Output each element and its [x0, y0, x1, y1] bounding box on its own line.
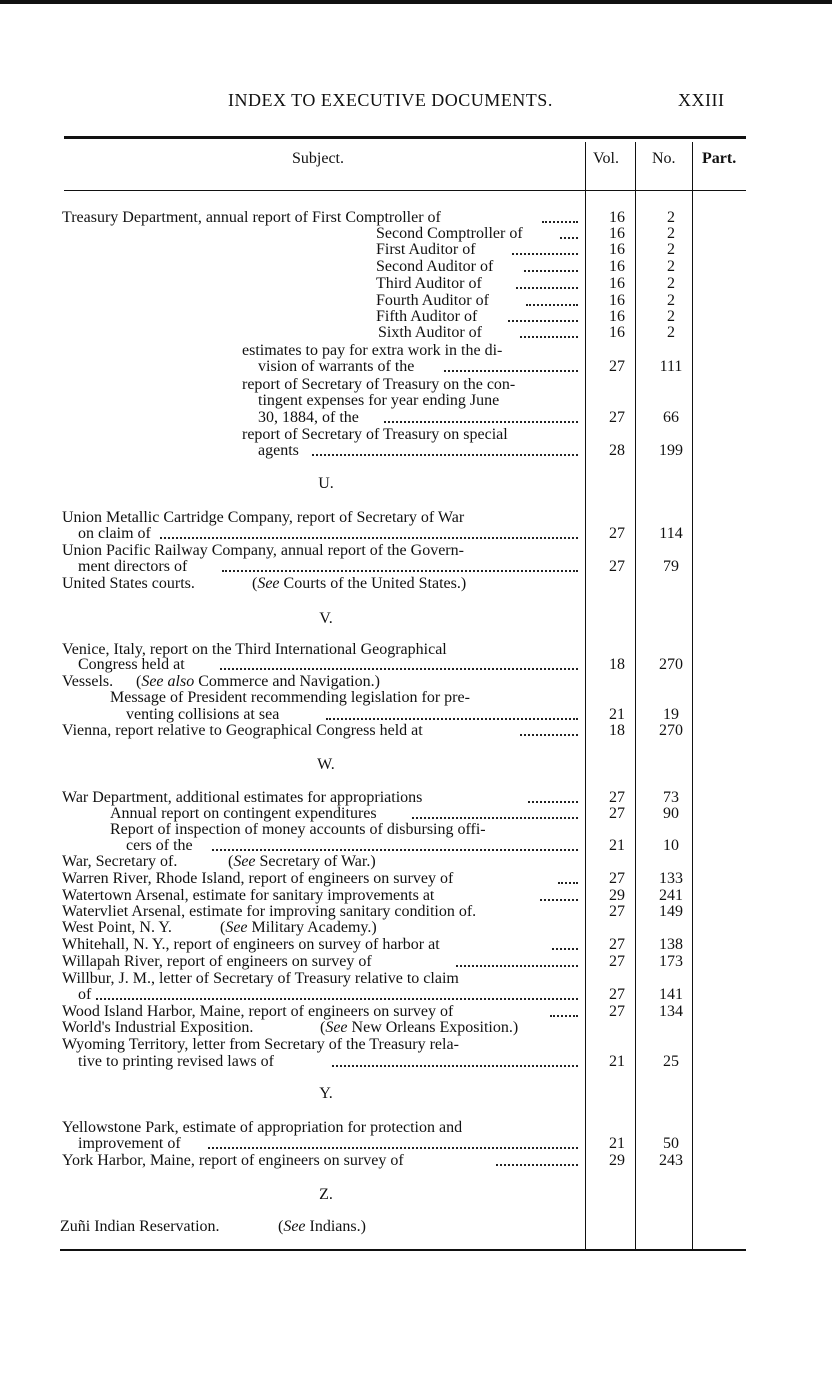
entry-leader [456, 965, 578, 967]
entry-text: World's Industrial Exposition. [62, 1019, 254, 1036]
entry-leader [384, 421, 578, 423]
entry-vol: 16 [609, 225, 625, 242]
entry-text: vision of warrants of the [258, 358, 415, 375]
entry-no: 2 [667, 308, 675, 325]
entry-leader [312, 454, 578, 456]
entry-leader [220, 668, 578, 670]
entry-text: Sixth Auditor of [378, 324, 483, 341]
entry-text: Third Auditor of [376, 275, 482, 292]
entry-see-reference: (See New Orleans Exposition.) [320, 1019, 519, 1036]
entry-text: Vessels. [62, 673, 114, 690]
entry-leader [508, 320, 578, 322]
entry-leader [496, 1164, 578, 1166]
column-header-subject: Subject. [292, 150, 344, 167]
entry-no: 2 [667, 292, 675, 309]
header-rule-bottom [64, 190, 586, 191]
entry-no: 73 [663, 789, 679, 806]
entry-text: Congress held at [78, 656, 185, 673]
entry-no: 149 [659, 903, 683, 920]
entry-no: 19 [663, 706, 679, 723]
entry-text: Whitehall, N. Y., report of engineers on survey of harbor at [62, 936, 440, 953]
entry-text: Second Comptroller of [376, 225, 523, 242]
entry-text: Second Auditor of [376, 258, 494, 275]
entry-vol: 16 [609, 241, 625, 258]
entry-text: Yellowstone Park, estimate of appropriation for protection and [62, 1119, 463, 1136]
entry-vol: 27 [609, 903, 625, 920]
entry-text: improvement of [78, 1135, 181, 1152]
entry-leader [332, 1065, 578, 1067]
entry-text: Report of inspection of money accounts of disbursing offi- [110, 821, 486, 838]
entry-no: 50 [663, 1135, 679, 1152]
section-letter-w: W. [317, 756, 335, 773]
entry-text: tive to printing revised laws of [78, 1053, 274, 1070]
entry-leader [444, 370, 578, 372]
entry-text: tingent expenses for year ending June [258, 392, 500, 409]
entry-text: Message of President recommending legislation for pre- [110, 689, 470, 706]
entry-leader [412, 817, 578, 819]
entry-text: report of Secretary of Treasury on the con- [242, 376, 516, 393]
entry-vol: 21 [609, 706, 625, 723]
running-header-title: INDEX TO EXECUTIVE DOCUMENTS. [228, 90, 553, 110]
entry-vol: 16 [609, 258, 625, 275]
entry-leader [520, 734, 578, 736]
entry-leader [552, 948, 578, 950]
entry-see-reference: (See Indians.) [278, 1218, 366, 1235]
entry-leader [512, 253, 578, 255]
entry-no: 10 [663, 837, 679, 854]
column-header-vol: Vol. [593, 150, 619, 167]
entry-vol: 27 [609, 870, 625, 887]
entry-vol: 27 [609, 1003, 625, 1020]
entry-leader [550, 1015, 578, 1017]
entry-text: Fourth Auditor of [376, 292, 489, 309]
entry-leader [558, 882, 578, 884]
entry-text: venting collisions at sea [126, 706, 280, 723]
entry-leader [96, 998, 578, 1000]
entry-text: Fifth Auditor of [376, 308, 478, 325]
entry-no: 2 [667, 209, 675, 226]
section-letter-u: U. [318, 475, 334, 492]
entry-text: Annual report on contingent expenditures [110, 805, 377, 822]
entry-no: 2 [667, 225, 675, 242]
entry-text: report of Secretary of Treasury on special [242, 426, 508, 443]
entry-no: 79 [663, 558, 679, 575]
entry-see-reference: (See also Commerce and Navigation.) [136, 673, 380, 690]
entry-vol: 21 [609, 1135, 625, 1152]
entry-leader [526, 304, 578, 306]
entry-no: 270 [659, 656, 683, 673]
section-letter-y: Y. [319, 1085, 333, 1102]
entry-no: 270 [659, 722, 683, 739]
entry-no: 2 [667, 241, 675, 258]
page-number: XXIII [678, 90, 725, 110]
entry-text: Venice, Italy, report on the Third International Geographical [62, 641, 447, 658]
entry-leader [208, 1147, 578, 1149]
entry-no: 90 [663, 805, 679, 822]
entry-no: 199 [659, 442, 683, 459]
entry-vol: 28 [609, 442, 625, 459]
section-letter-z: Z. [319, 1186, 333, 1203]
entry-see-reference: (See Secretary of War.) [228, 853, 376, 870]
entry-vol: 16 [609, 324, 625, 341]
entry-see-reference: (See Military Academy.) [220, 919, 377, 936]
entry-leader [520, 336, 578, 338]
footer-rule [60, 1249, 746, 1251]
entry-vol: 27 [609, 358, 625, 375]
entry-vol: 27 [609, 936, 625, 953]
entry-leader [524, 270, 578, 272]
entry-no: 141 [659, 986, 683, 1003]
header-rule-top [64, 136, 746, 139]
entry-text: Willbur, J. M., letter of Secretary of Treasury relative to claim [62, 970, 459, 987]
entry-text: of [78, 986, 92, 1003]
entry-see-reference: (See Courts of the United States.) [252, 575, 467, 592]
entry-text: cers of the [126, 837, 193, 854]
entry-vol: 29 [609, 887, 625, 904]
entry-vol: 21 [609, 1053, 625, 1070]
entry-text: estimates to pay for extra work in the di- [242, 342, 503, 359]
entry-leader [326, 718, 578, 720]
entry-no: 2 [667, 275, 675, 292]
entry-no: 2 [667, 258, 675, 275]
entry-vol: 29 [609, 1152, 625, 1169]
entry-text: Watertown Arsenal, estimate for sanitary improvements at [62, 887, 435, 904]
entry-vol: 27 [609, 558, 625, 575]
entry-no: 111 [659, 358, 683, 375]
entry-no: 114 [659, 525, 683, 542]
entry-leader [222, 570, 578, 572]
entry-vol: 27 [609, 409, 625, 426]
entry-leader [560, 237, 578, 239]
entry-text: United States courts. [62, 575, 195, 592]
entry-text: 30, 1884, of the [258, 409, 359, 426]
entry-text: York Harbor, Maine, report of engineers on survey of [62, 1152, 404, 1169]
entry-text: Union Metallic Cartridge Company, report of Secretary of War [62, 509, 465, 526]
entry-no: 243 [659, 1152, 683, 1169]
entry-vol: 16 [609, 308, 625, 325]
entry-vol: 18 [609, 722, 625, 739]
entry-text: West Point, N. Y. [62, 919, 172, 936]
entry-text: Union Pacific Railway Company, annual report of the Govern- [62, 542, 464, 559]
entry-leader [160, 537, 578, 539]
entry-text: War, Secretary of. [62, 853, 178, 870]
entry-vol: 16 [609, 275, 625, 292]
entry-leader [528, 801, 578, 803]
entry-vol: 27 [609, 525, 625, 542]
entry-no: 2 [667, 324, 675, 341]
entry-vol: 27 [609, 805, 625, 822]
entry-text: War Department, additional estimates for appropriations [62, 789, 423, 806]
section-letter-v: V. [319, 610, 333, 627]
entry-leader [516, 287, 578, 289]
entry-leader [542, 221, 578, 223]
entry-no: 173 [659, 953, 683, 970]
entry-no: 138 [659, 936, 683, 953]
entry-text: on claim of [78, 525, 151, 542]
entry-vol: 16 [609, 292, 625, 309]
entry-no: 133 [659, 870, 683, 887]
entry-no: 241 [659, 887, 683, 904]
entry-text: ment directors of [78, 558, 188, 575]
entry-no: 134 [659, 1003, 683, 1020]
entry-leader [540, 899, 578, 901]
entry-vol: 18 [609, 656, 625, 673]
entry-vol: 27 [609, 953, 625, 970]
entry-text: Warren River, Rhode Island, report of engineers on survey of [62, 870, 454, 887]
page-top-border [0, 0, 832, 4]
entry-vol: 21 [609, 837, 625, 854]
entry-vol: 27 [609, 986, 625, 1003]
entry-text: Willapah River, report of engineers on survey of [62, 953, 372, 970]
entry-text: Treasury Department, annual report of First Comptroller of [62, 209, 441, 226]
entry-text: Vienna, report relative to Geographical Congress held at [62, 722, 423, 739]
column-header-no: No. [652, 150, 676, 167]
entry-text: Wood Island Harbor, Maine, report of engineers on survey of [62, 1003, 454, 1020]
entry-no: 66 [663, 409, 679, 426]
entry-no: 25 [663, 1053, 679, 1070]
column-header-part: Part. [702, 150, 737, 167]
entry-vol: 27 [609, 789, 625, 806]
header-rule-bottom-right [586, 190, 746, 191]
entry-text: Watervliet Arsenal, estimate for improving sanitary condition of. [62, 903, 477, 920]
entry-text: Zuñi Indian Reservation. [60, 1218, 220, 1235]
entry-vol: 16 [609, 209, 625, 226]
entry-text: Wyoming Territory, letter from Secretary of the Treasury rela- [62, 1036, 459, 1053]
entry-text: First Auditor of [376, 241, 476, 258]
entry-leader [212, 849, 578, 851]
entry-text: agents [258, 442, 299, 459]
